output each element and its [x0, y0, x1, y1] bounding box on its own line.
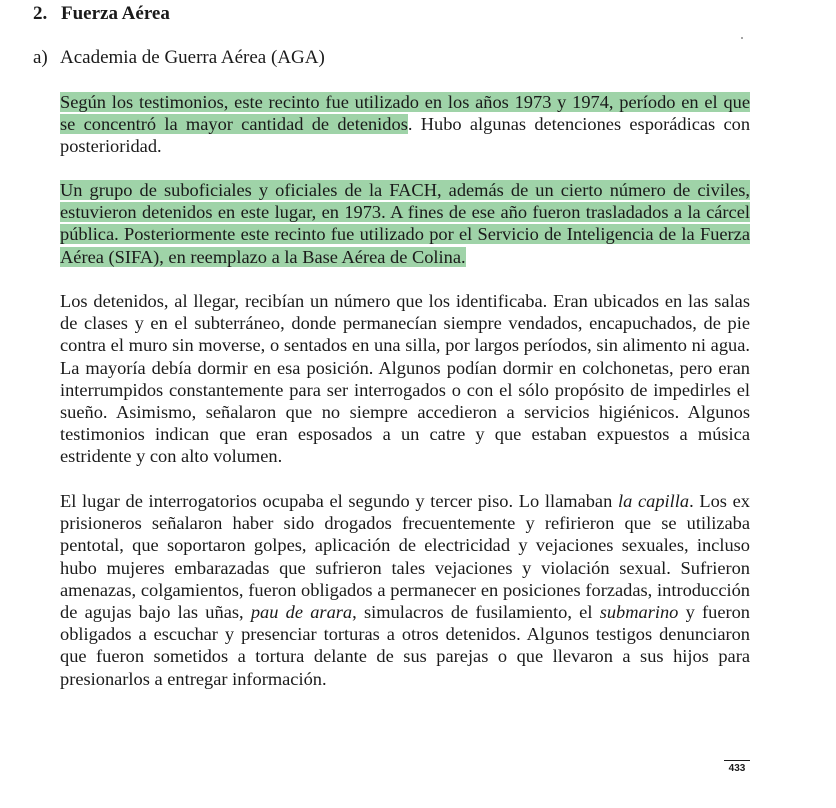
subsection-title: Academia de Guerra Aérea (AGA) [60, 47, 325, 68]
paragraph-1 [60, 91, 750, 158]
paragraph-text: El lugar de interrogatorios ocupaba el segundo y tercer piso. Lo llamaban [60, 491, 618, 511]
section-number: 2. [33, 3, 48, 24]
paragraph-text: y fueron obligados a escuchar y presenciar torturas a otros detenidos. Algunos testigos denunciaron que fueron sometidos a tortura delante de sus parejas o que llevaron a sus hijos para presionarlos a entregar información. [60, 602, 751, 689]
paragraph-text: . Los ex prisioneros señalaron haber sido drogados frecuentemente y refirieron que se utilizaba pentotal, que soportaron golpes, aplicación de electricidad y vejaciones sexuales, incluso hubo mujeres embarazadas que sufrieron tales vejaciones y violación sexual. Sufrieron amenazas, colgamientos, fueron obligados a permanecer en posiciones forzadas, introducción de agujas bajo las uñas, [60, 491, 750, 623]
scan-speck [741, 37, 743, 39]
subsection-heading [33, 47, 325, 69]
paragraph-3 [60, 290, 750, 468]
highlighted-text: Según los testimonios, este recinto fue utilizado en los años 1973 y 1974, período en el que se concentró la mayor cantidad de detenidos [60, 92, 750, 135]
italic-term: pau de arara [250, 602, 353, 623]
page-number: 433 [724, 760, 750, 774]
subsection-letter: a) [33, 47, 48, 68]
paragraph-2 [60, 179, 750, 268]
section-title: Fuerza Aérea [61, 3, 170, 24]
italic-term: submarino [599, 602, 679, 623]
paragraph-text: , simulacros de fusilamiento, el [352, 602, 600, 623]
paragraph-4 [60, 490, 750, 690]
paragraph-text: . Hubo algunas detenciones esporádicas con posterioridad. [60, 114, 751, 157]
section-heading [33, 3, 170, 25]
italic-term: la capilla [617, 491, 690, 511]
highlighted-text: Un grupo de suboficiales y oficiales de la FACH, además de un cierto número de civiles, estuvieron detenidos en este lugar, en 1973. A fines de ese año fueron trasladados a la cárcel pública. Posteriormente este recinto fue utilizado por el Servicio de Inteligencia de la Fuerza Aérea (SIFA), en reemplazo a la Base Aérea de Colina. [60, 180, 750, 267]
paragraph-text: Los detenidos, al llegar, recibían un número que los identificaba. Eran ubicados en las salas de clases y en el subterráneo, donde permanecían siempre vendados, encapuchados, de pie contra el muro sin moverse, o sentados en una silla, por largos períodos, sin alimento ni agua. La mayoría debía dormir en esa posición. Algunos podían dormir en colchonetas, pero eran interrumpidos constantemente para ser interrogados o con el sólo propósito de impedirles el sueño. Asimismo, señalaron que no siempre accedieron a servicios higiénicos. Algunos testimonios indican que eran esposados a un catre y que estaban expuestos a música estridente y con alto volumen. [60, 291, 750, 467]
